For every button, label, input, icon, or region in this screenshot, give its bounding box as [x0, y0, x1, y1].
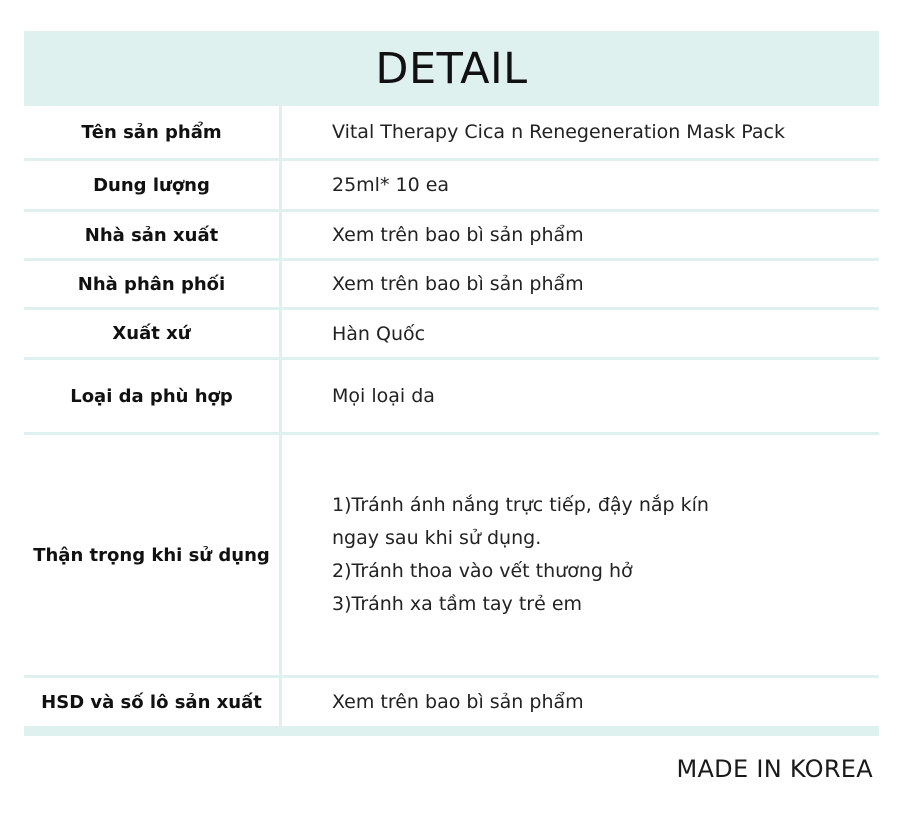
row-value: Vital Therapy Cica n Renegeneration Mask Pack [332, 121, 785, 143]
row-label: Xuất xứ [24, 310, 282, 357]
table-row-product-name [24, 106, 879, 161]
row-label: Nhà phân phối [24, 261, 282, 307]
row-value: Hàn Quốc [332, 322, 426, 345]
row-value: Xem trên bao bì sản phẩm [332, 224, 584, 246]
table-row-manufacturer [24, 212, 879, 261]
table-row-expiry-lot [24, 678, 879, 726]
table-row-origin [24, 310, 879, 360]
made-in-label: MADE IN KOREA [676, 755, 873, 783]
row-label: HSD và số lô sản xuất [24, 678, 282, 726]
precaution-line: ngay sau khi sử dụng. [332, 527, 542, 549]
precaution-line: 2)Tránh thoa vào vết thương hở [332, 560, 633, 582]
table-row-distributor [24, 261, 879, 310]
precaution-line: 3)Tránh xa tầm tay trẻ em [332, 593, 583, 615]
table-row-volume [24, 161, 879, 212]
detail-table [24, 31, 879, 736]
row-label: Tên sản phẩm [24, 106, 282, 158]
table-title: DETAIL [24, 31, 879, 106]
row-value: Mọi loại da [332, 385, 435, 407]
row-label: Loại da phù hợp [24, 360, 282, 432]
row-value: Xem trên bao bì sản phẩm [332, 691, 584, 713]
row-label: Dung lượng [24, 161, 282, 209]
row-value [282, 435, 879, 675]
table-row-precautions [24, 435, 879, 678]
table-row-skin-type [24, 360, 879, 435]
row-label: Nhà sản xuất [24, 212, 282, 258]
precaution-line: 1)Tránh ánh nắng trực tiếp, đậy nắp kín [332, 494, 709, 516]
row-value: Xem trên bao bì sản phẩm [332, 273, 584, 295]
row-value: 25ml* 10 ea [332, 174, 450, 196]
row-label: Thận trọng khi sử dụng [24, 435, 282, 675]
bottom-divider [24, 726, 879, 736]
